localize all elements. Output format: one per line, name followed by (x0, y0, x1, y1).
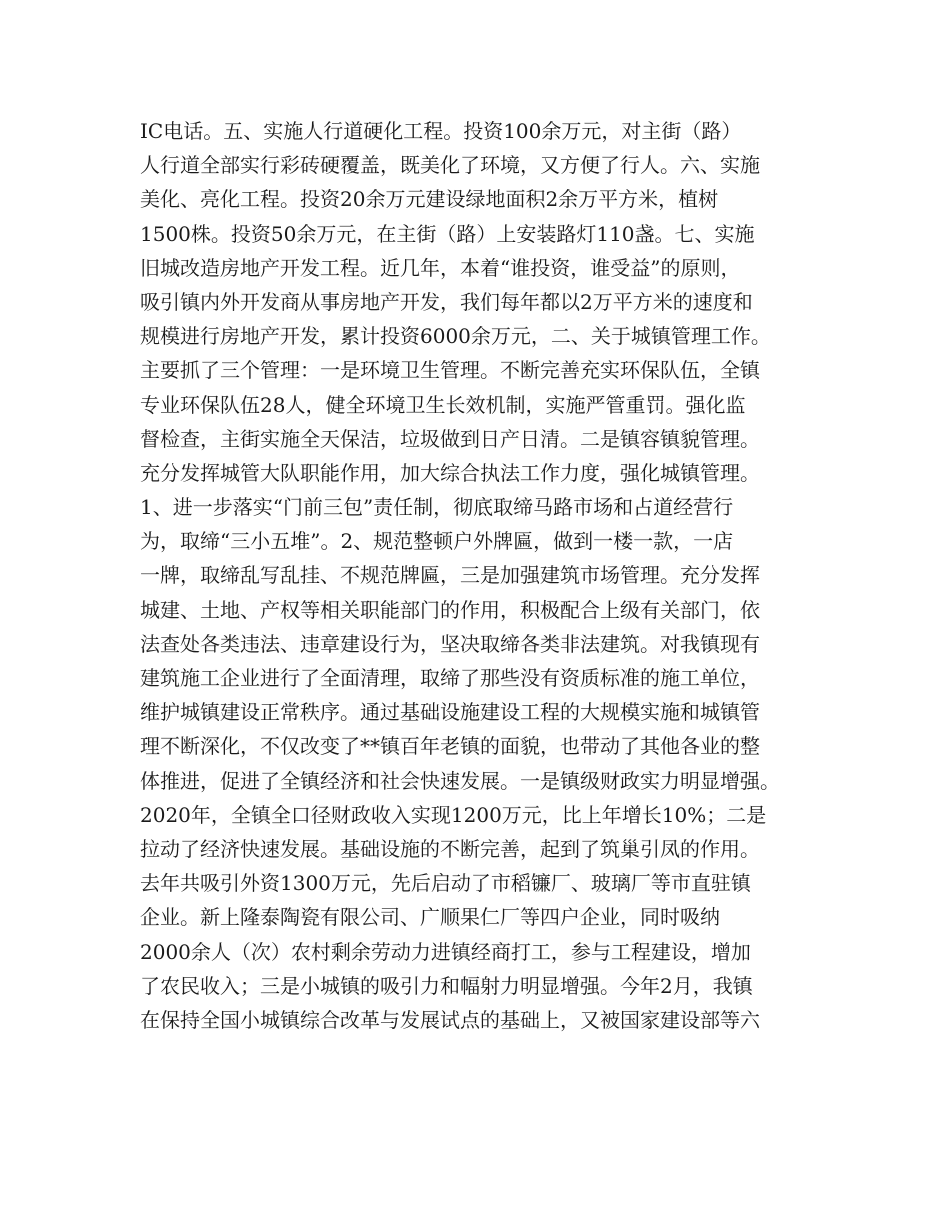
text-line: 充分发挥城管大队职能作用，加大综合执法工作力度，强化城镇管理。 (140, 460, 760, 485)
text-line: 为，取缔“三小五堆”。2、规范整顿户外牌匾，做到一楼一款，一店 (140, 529, 734, 554)
text-line: 理不断深化，不仅改变了**镇百年老镇的面貌，也带动了其他各业的整 (140, 734, 760, 759)
text-line: 2000余人（次）农村剩余劳动力进镇经商打工，参与工程建设，增加 (140, 939, 751, 964)
text-line: 企业。新上隆泰陶瓷有限公司、广顺果仁厂等四户企业，同时吸纳 (140, 905, 720, 930)
text-line: 在保持全国小城镇综合改革与发展试点的基础上，又被国家建设部等六 (140, 1007, 760, 1032)
text-line: 吸引镇内外开发商从事房地产开发，我们每年都以2万平方米的速度和 (140, 289, 753, 314)
text-line: 主要抓了三个管理：一是环境卫生管理。不断完善充实环保队伍，全镇 (140, 358, 760, 383)
text-line: 一牌，取缔乱写乱挂、不规范牌匾，三是加强建筑市场管理。充分发挥 (140, 563, 760, 588)
text-line: 人行道全部实行彩砖硬覆盖，既美化了环境，又方便了行人。六、实施 (140, 153, 760, 178)
text-line: 1、进一步落实“门前三包”责任制，彻底取缔马路市场和占道经营行 (140, 495, 734, 520)
text-line: 建筑施工企业进行了全面清理，取缔了那些没有资质标准的施工单位， (140, 666, 760, 690)
text-line: 体推进，促进了全镇经济和社会快速发展。一是镇级财政实力明显增强。 (140, 768, 780, 793)
text-line: 2020年，全镇全口径财政收入实现1200万元，比上年增长10%；二是 (140, 802, 767, 827)
text-line: 专业环保队伍28人，健全环境卫生长效机制，实施严管重罚。强化监 (140, 392, 746, 417)
text-line: 了农民收入；三是小城镇的吸引力和幅射力明显增强。今年2月，我镇 (140, 973, 753, 998)
body-paragraph (140, 114, 840, 1037)
text-line: 维护城镇建设正常秩序。通过基础设施建设工程的大规模实施和城镇管 (140, 700, 760, 725)
text-line: 法查处各类违法、违章建设行为，坚决取缔各类非法建筑。对我镇现有 (140, 631, 760, 656)
text-line: 1500株。投资50余万元，在主街（路）上安装路灯110盏。七、实施 (140, 221, 755, 246)
text-line: 督检查，主街实施全天保洁，垃圾做到日产日清。二是镇容镇貌管理。 (140, 426, 760, 451)
text-line: 拉动了经济快速发展。基础设施的不断完善，起到了筑巢引凤的作用。 (140, 836, 760, 861)
text-line: 城建、土地、产权等相关职能部门的作用，积极配合上级有关部门，依 (140, 597, 760, 622)
text-line: 美化、亮化工程。投资20余万元建设绿地面积2余万平方米，植树 (140, 187, 719, 212)
text-line: IC电话。五、实施人行道硬化工程。投资100余万元，对主街（路） (140, 119, 742, 143)
text-line: 规模进行房地产开发，累计投资6000余万元，二、关于城镇管理工作。 (140, 324, 771, 349)
text-line: 旧城改造房地产开发工程。近几年，本着“谁投资，谁受益”的原则， (140, 255, 741, 280)
text-line: 去年共吸引外资1300万元，先后启动了市稻镰厂、玻璃厂等市直驻镇 (140, 871, 751, 896)
